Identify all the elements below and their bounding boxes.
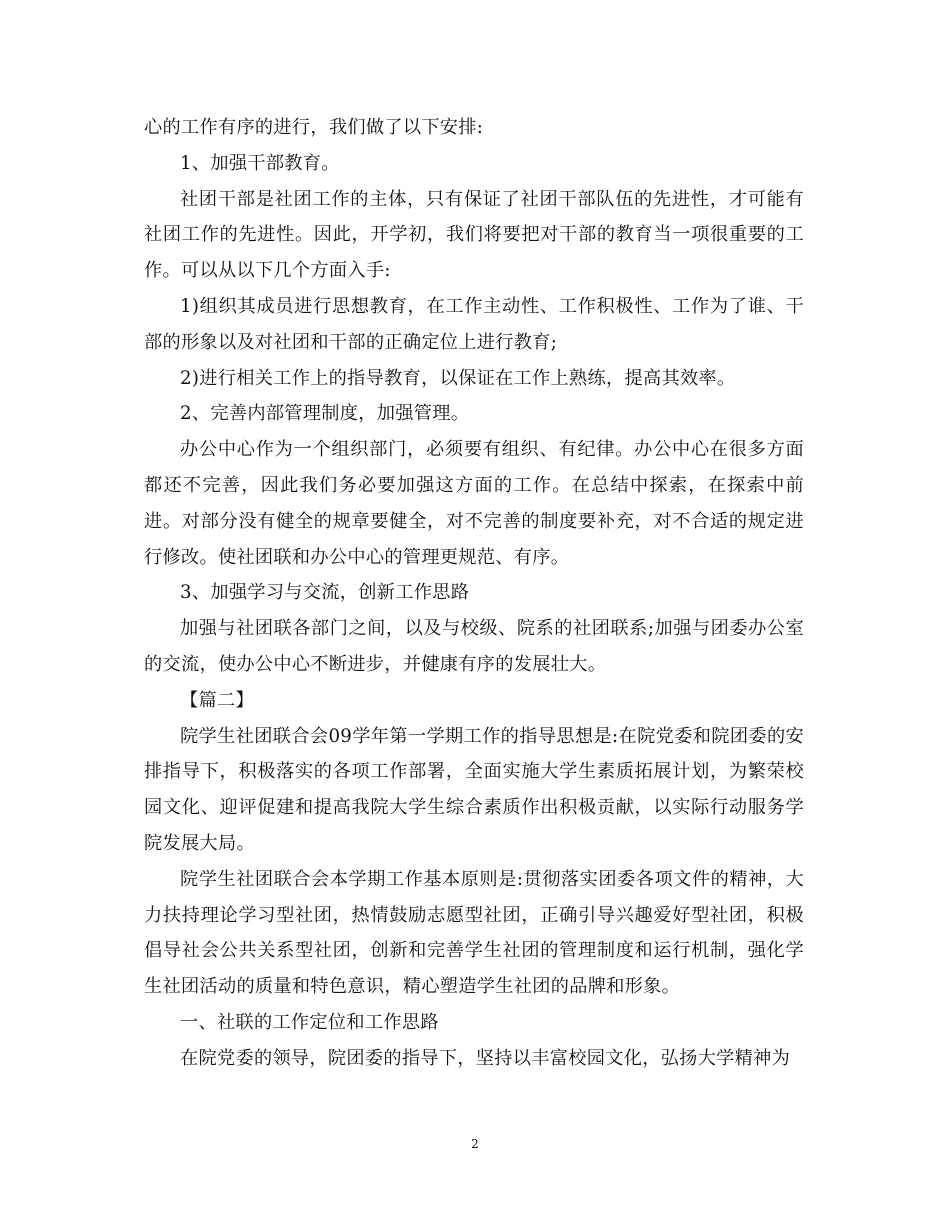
paragraph-continuation: 心的工作有序的进行，我们做了以下安排: (144, 117, 484, 138)
paragraph-guiding-ideology: 院学生社团联合会09学年第一学期工作的指导思想是:在院党委和院团委的安排指导下，积极落实的各项工作部署，全面实施大学生素质拓展计划，为繁荣校园文化、迎评促建和提高我院大学生综合素质作出积极贡献，以实际行动服务学院发展大局。 (144, 725, 804, 854)
heading-learning-exchange: 3、加强学习与交流，创新工作思路 (180, 582, 470, 604)
paragraph-positioning: 在院党委的领导，院团委的指导下，坚持以丰富校园文化，弘扬大学精神为 (180, 1047, 791, 1069)
list-item-ideological-education: 1)组织其成员进行思想教育，在工作主动性、工作积极性、工作为了谁、干部的形象以及对社团和干部的正确定位上进行教育; (144, 295, 804, 353)
heading-strengthen-cadre-education: 1、加强干部教育。 (180, 152, 340, 174)
heading-positioning-and-approach: 一、社联的工作定位和工作思路 (180, 1011, 439, 1033)
heading-improve-management: 2、完善内部管理制度，加强管理。 (180, 403, 470, 425)
paragraph-exchange: 加强与社团联各部门之间，以及与校级、院系的社团联系;加强与团委办公室的交流，使办公中心不断进步，并健康有序的发展壮大。 (144, 618, 804, 675)
page-number: 2 (471, 1137, 479, 1151)
paragraph-cadre-importance: 社团干部是社团工作的主体，只有保证了社团干部队伍的先进性，才可能有社团工作的先进性。因此，开学初，我们将要把对干部的教育当一项很重要的工作。可以从以下几个方面入手: (144, 188, 804, 282)
list-item-work-guidance: 2)进行相关工作上的指导教育，以保证在工作上熟练，提高其效率。 (180, 367, 736, 389)
paragraph-basic-principles: 院学生社团联合会本学期工作基本原则是:贯彻落实团委各项文件的精神，大力扶持理论学习型社团，热情鼓励志愿型社团，正确引导兴趣爱好型社团，积极倡导社会公共关系型社团，创新和完善学生社团的管理制度和运行机制，强化学生社团活动的质量和特色意识，精心塑造学生社团的品牌和形象。 (144, 868, 804, 998)
section-title-part-two: 【篇二】 (180, 689, 254, 711)
document-body (144, 110, 804, 1077)
paragraph-office-center: 办公中心作为一个组织部门，必须要有组织、有纪律。办公中心在很多方面都还不完善，因此我们务必要加强这方面的工作。在总结中探索，在探索中前进。对部分没有健全的规章要健全，对不完善的制度要补充，对不合适的规定进行修改。使社团联和办公中心的管理更规范、有序。 (144, 439, 804, 568)
